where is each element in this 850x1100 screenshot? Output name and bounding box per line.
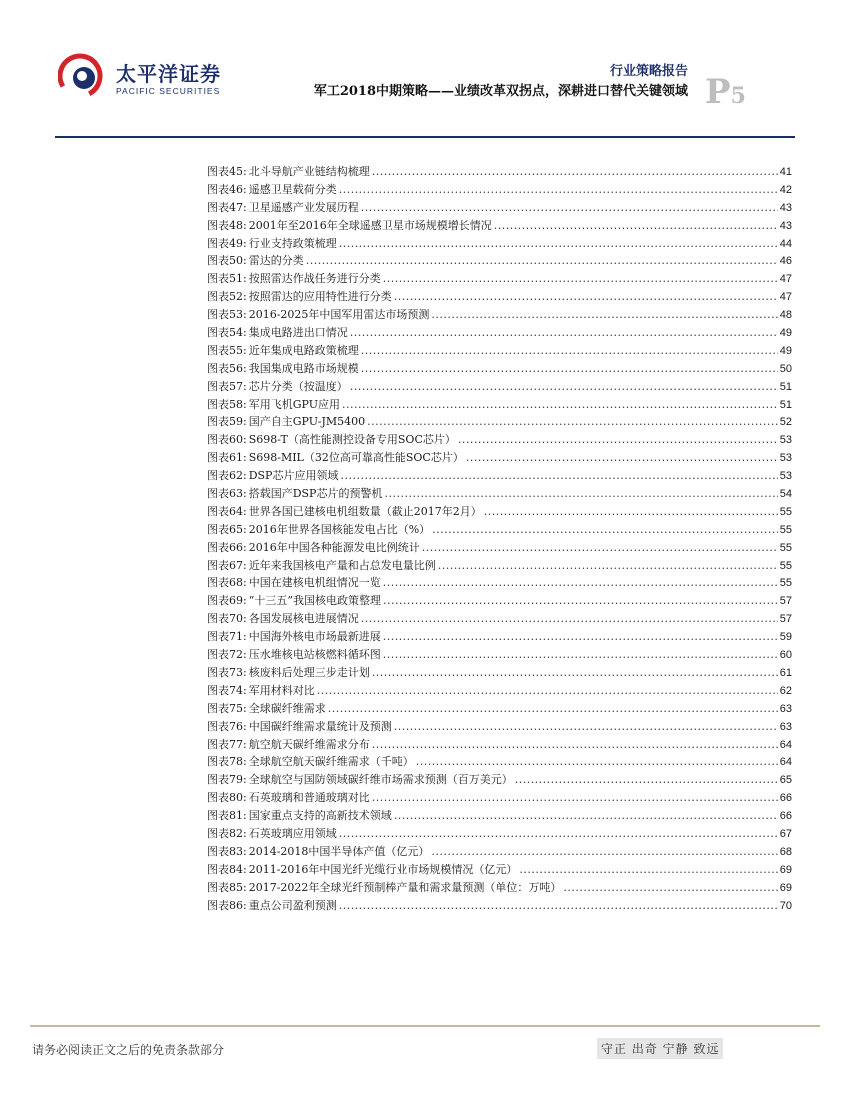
toc-dot-leader xyxy=(317,684,778,697)
toc-figure-title: 行业支持政策梳理 xyxy=(248,236,337,250)
toc-entry[interactable] xyxy=(207,771,792,789)
toc-entry[interactable] xyxy=(207,753,792,771)
toc-figure-label: 图表52: xyxy=(207,290,247,304)
toc-figure-label: 图表82: xyxy=(207,826,247,840)
toc-page-number: 49 xyxy=(779,344,792,357)
toc-figure-title: 世界各国已建核电机组数量（截止2017年2月） xyxy=(248,504,482,518)
toc-dot-leader xyxy=(394,809,778,822)
toc-page-number: 60 xyxy=(779,649,792,662)
toc-dot-leader xyxy=(361,201,778,214)
toc-entry[interactable] xyxy=(207,163,792,181)
toc-dot-leader xyxy=(350,380,778,393)
toc-figure-label: 图表63: xyxy=(207,487,247,501)
toc-dot-leader xyxy=(361,612,778,625)
toc-page-number: 64 xyxy=(779,756,792,769)
toc-figure-label: 图表72: xyxy=(207,648,247,662)
toc-dot-leader xyxy=(484,505,778,518)
toc-page-number: 62 xyxy=(779,684,792,697)
toc-figure-label: 图表69: xyxy=(207,594,247,608)
toc-figure-title: DSP芯片应用领域 xyxy=(248,469,339,483)
toc-page-number: 55 xyxy=(779,541,792,554)
toc-entry[interactable] xyxy=(207,825,792,843)
toc-figure-title: 2014-2018中国半导体产值（亿元） xyxy=(248,844,430,858)
toc-figure-label: 图表55: xyxy=(207,343,247,357)
toc-figure-title: 军用材料对比 xyxy=(248,683,315,697)
toc-dot-leader xyxy=(563,881,777,894)
toc-figure-title: 中国海外核电市场最新进展 xyxy=(248,630,381,644)
toc-figure-title: 北斗导航产业链结构梳理 xyxy=(248,165,370,178)
toc-page-number: 69 xyxy=(779,881,792,894)
toc-entry[interactable] xyxy=(207,789,792,807)
toc-page-number: 48 xyxy=(779,309,792,322)
toc-figure-label: 图表79: xyxy=(207,773,247,787)
toc-figure-title: 2011-2016年中国光纤光缆行业市场规模情况（亿元） xyxy=(248,862,518,876)
toc-dot-leader xyxy=(306,254,778,267)
page-number: 5 xyxy=(730,83,746,109)
toc-figure-title: 2017-2022年全球光纤预制棒产量和需求量预测（单位：万吨） xyxy=(248,880,562,894)
toc-figure-label: 图表60: xyxy=(207,433,247,447)
toc-dot-leader xyxy=(372,666,778,679)
toc-entry[interactable] xyxy=(207,449,792,467)
toc-entry[interactable] xyxy=(207,557,792,575)
toc-figure-title: 2016年世界各国核能发电占比（%） xyxy=(248,522,431,536)
toc-page-number: 53 xyxy=(779,434,792,447)
toc-page-number: 66 xyxy=(779,792,792,805)
toc-figure-label: 图表76: xyxy=(207,719,247,733)
toc-entry[interactable] xyxy=(207,879,792,897)
toc-figure-title: 集成电路进出口情况 xyxy=(248,326,348,340)
toc-entry[interactable] xyxy=(207,217,792,235)
toc-entry[interactable] xyxy=(207,503,792,521)
toc-figure-label: 图表85: xyxy=(207,880,247,894)
toc-page-number: 66 xyxy=(779,810,792,823)
company-logo xyxy=(58,48,228,104)
toc-page-number: 47 xyxy=(779,291,792,304)
toc-figure-label: 图表53: xyxy=(207,308,247,322)
toc-page-number: 52 xyxy=(779,416,792,429)
toc-figure-title: 搭载国产DSP芯片的预警机 xyxy=(248,487,383,501)
toc-dot-leader xyxy=(342,398,778,411)
toc-dot-leader xyxy=(361,362,778,375)
toc-dot-leader xyxy=(383,630,778,643)
toc-dot-leader xyxy=(438,559,778,572)
toc-page-number: 69 xyxy=(779,863,792,876)
toc-page-number: 47 xyxy=(779,273,792,286)
toc-entry[interactable] xyxy=(207,324,792,342)
toc-entry[interactable] xyxy=(207,252,792,270)
toc-figure-label: 图表77: xyxy=(207,737,247,751)
toc-entry[interactable] xyxy=(207,664,792,682)
toc-dot-leader xyxy=(339,237,778,250)
toc-entry[interactable] xyxy=(207,378,792,396)
toc-figure-title: 遥感卫星载荷分类 xyxy=(248,182,337,196)
toc-figure-title: 石英玻璃和普通玻璃对比 xyxy=(248,791,370,805)
toc-entry[interactable] xyxy=(207,574,792,592)
toc-figure-title: 国家重点支持的高新技术领域 xyxy=(248,809,392,823)
toc-entry[interactable] xyxy=(207,646,792,664)
toc-page-number: 61 xyxy=(779,666,792,679)
toc-figure-label: 图表51: xyxy=(207,272,247,286)
toc-dot-leader xyxy=(494,219,778,232)
toc-figure-title: “十三五”我国核电政策整理 xyxy=(248,594,381,608)
toc-figure-title: 芯片分类（按温度） xyxy=(248,379,348,393)
toc-figure-label: 图表46: xyxy=(207,182,247,196)
toc-figure-title: 2016年中国各种能源发电比例统计 xyxy=(248,540,420,554)
company-motto: 守正 出奇 宁静 致远 xyxy=(597,1038,723,1059)
toc-entry[interactable] xyxy=(207,467,792,485)
toc-dot-leader xyxy=(340,469,777,482)
toc-entry[interactable] xyxy=(207,235,792,253)
toc-dot-leader xyxy=(383,648,778,661)
toc-figure-label: 图表78: xyxy=(207,755,247,769)
toc-page-number: 67 xyxy=(779,827,792,840)
toc-entry[interactable] xyxy=(207,682,792,700)
toc-page-number: 68 xyxy=(779,845,792,858)
toc-dot-leader xyxy=(394,290,778,303)
toc-figure-label: 图表67: xyxy=(207,558,247,572)
report-type: 行业策略报告 xyxy=(609,64,688,79)
toc-entry[interactable] xyxy=(207,342,792,360)
toc-page-number: 55 xyxy=(779,577,792,590)
toc-page-number: 54 xyxy=(779,488,792,501)
toc-dot-leader xyxy=(383,272,778,285)
toc-dot-leader xyxy=(383,594,778,607)
toc-entry[interactable] xyxy=(207,736,792,754)
toc-figure-title: 全球航空航天碳纤维需求（千吨） xyxy=(248,755,414,769)
toc-page-number: 44 xyxy=(779,237,792,250)
toc-page-number: 49 xyxy=(779,327,792,340)
toc-dot-leader xyxy=(361,344,778,357)
toc-page-number: 57 xyxy=(779,595,792,608)
toc-page-number: 55 xyxy=(779,559,792,572)
toc-dot-leader xyxy=(466,451,778,464)
toc-figure-title: 核废料后处理三步走计划 xyxy=(248,665,370,679)
toc-page-number: 46 xyxy=(779,255,792,268)
toc-page-number: 50 xyxy=(779,362,792,375)
toc-figure-label: 图表65: xyxy=(207,522,247,536)
toc-figure-title: 中国在建核电机组情况一览 xyxy=(248,576,381,590)
toc-dot-leader xyxy=(372,165,778,178)
toc-figure-label: 图表68: xyxy=(207,576,247,590)
toc-page-number: 43 xyxy=(779,219,792,232)
toc-figure-label: 图表57: xyxy=(207,379,247,393)
header-divider xyxy=(55,136,795,138)
toc-figure-title: 按照雷达的应用特性进行分类 xyxy=(248,290,392,304)
toc-figure-label: 图表73: xyxy=(207,665,247,679)
toc-figure-label: 图表66: xyxy=(207,540,247,554)
toc-figure-label: 图表50: xyxy=(207,254,247,268)
toc-page-number: 65 xyxy=(779,774,792,787)
toc-figure-label: 图表80: xyxy=(207,791,247,805)
toc-figure-title: 全球航空与国防领域碳纤维市场需求预测（百万美元） xyxy=(248,773,513,787)
toc-figure-label: 图表64: xyxy=(207,504,247,518)
toc-figure-title: 压水堆核电站核燃料循环图 xyxy=(248,648,381,662)
page-number-mark xyxy=(705,72,746,112)
toc-figure-label: 图表74: xyxy=(207,683,247,697)
toc-entry[interactable] xyxy=(207,181,792,199)
toc-figure-title: 各国发展核电进展情况 xyxy=(248,612,359,626)
toc-figure-title: 2016-2025年中国军用雷达市场预测 xyxy=(248,308,430,322)
report-title: 军工2018中期策略——业绩改革双拐点，深耕进口替代关键领域 xyxy=(313,84,688,99)
toc-entry[interactable] xyxy=(207,199,792,217)
toc-figure-title: 2001年至2016年全球遥感卫星市场规模增长情况 xyxy=(248,218,492,232)
toc-entry[interactable] xyxy=(207,431,792,449)
toc-page-number: 55 xyxy=(779,505,792,518)
toc-figure-label: 图表70: xyxy=(207,612,247,626)
toc-figure-title: 我国集成电路市场规模 xyxy=(248,361,359,375)
toc-entry[interactable] xyxy=(207,897,792,915)
toc-page-number: 43 xyxy=(779,201,792,214)
toc-dot-leader xyxy=(422,541,778,554)
page-letter: P xyxy=(705,72,731,112)
toc-entry[interactable] xyxy=(207,360,792,378)
toc-figure-label: 图表48: xyxy=(207,218,247,232)
logo-mark-icon xyxy=(58,48,114,104)
toc-dot-leader xyxy=(394,720,778,733)
toc-page-number: 63 xyxy=(779,702,792,715)
toc-figure-title: 重点公司盈利预测 xyxy=(248,898,337,912)
toc-figure-label: 图表47: xyxy=(207,200,247,214)
toc-entry[interactable] xyxy=(207,628,792,646)
toc-entry[interactable] xyxy=(207,610,792,628)
toc-dot-leader xyxy=(372,791,778,804)
toc-page-number: 63 xyxy=(779,720,792,733)
toc-dot-leader xyxy=(431,308,777,321)
toc-figure-label: 图表61: xyxy=(207,451,247,465)
toc-entry[interactable] xyxy=(207,396,792,414)
toc-figure-title: 近年来我国核电产量和占总发电量比例 xyxy=(248,558,436,572)
toc-page-number: 42 xyxy=(779,183,792,196)
toc-entry[interactable] xyxy=(207,861,792,879)
toc-figure-title: S698-T（高性能测控设备专用SOC芯片） xyxy=(248,433,456,447)
toc-page-number: 57 xyxy=(779,613,792,626)
toc-figure-label: 图表75: xyxy=(207,701,247,715)
toc-dot-leader xyxy=(339,183,778,196)
brand-name-cn: 太平洋证券 xyxy=(116,62,221,86)
toc-entry[interactable] xyxy=(207,700,792,718)
toc-figure-label: 图表84: xyxy=(207,862,247,876)
toc-dot-leader xyxy=(384,487,777,500)
toc-figure-title: 全球碳纤维需求 xyxy=(248,701,326,715)
toc-dot-leader xyxy=(519,863,777,876)
toc-entry[interactable] xyxy=(207,306,792,324)
footer-divider xyxy=(30,1025,820,1027)
toc-dot-leader xyxy=(339,827,778,840)
toc-dot-leader xyxy=(383,576,778,589)
brand-name-en: PACIFIC SECURITIES xyxy=(116,86,221,96)
toc-entry[interactable] xyxy=(207,807,792,825)
toc-entry[interactable] xyxy=(207,718,792,736)
toc-entry[interactable] xyxy=(207,843,792,861)
toc-page-number: 64 xyxy=(779,738,792,751)
toc-page-number: 41 xyxy=(779,166,792,178)
toc-figure-label: 图表71: xyxy=(207,630,247,644)
toc-dot-leader xyxy=(339,899,778,912)
toc-figure-label: 图表86: xyxy=(207,898,247,912)
toc-page-number: 53 xyxy=(779,452,792,465)
toc-figure-title: 国产自主GPU-JM5400 xyxy=(248,415,366,429)
toc-entry[interactable] xyxy=(207,521,792,539)
toc-figure-title: 军用飞机GPU应用 xyxy=(248,397,340,411)
toc-entry[interactable] xyxy=(207,592,792,610)
toc-figure-title: S698-MIL（32位高可靠高性能SOC芯片） xyxy=(248,451,464,465)
toc-entry[interactable] xyxy=(207,539,792,557)
toc-page-number: 55 xyxy=(779,523,792,536)
toc-dot-leader xyxy=(432,523,778,536)
toc-figure-label: 图表62: xyxy=(207,469,247,483)
toc-entry[interactable] xyxy=(207,270,792,288)
toc-figure-title: 近年集成电路政策梳理 xyxy=(248,343,359,357)
figure-list xyxy=(207,163,792,914)
toc-figure-title: 中国碳纤维需求量统计及预测 xyxy=(248,719,392,733)
toc-dot-leader xyxy=(416,755,778,768)
toc-figure-title: 石英玻璃应用领域 xyxy=(248,826,337,840)
toc-figure-title: 卫星遥感产业发展历程 xyxy=(248,200,359,214)
toc-page-number: 70 xyxy=(779,899,792,912)
toc-dot-leader xyxy=(367,415,778,428)
toc-dot-leader xyxy=(350,326,778,339)
toc-figure-label: 图表83: xyxy=(207,844,247,858)
toc-figure-label: 图表56: xyxy=(207,361,247,375)
toc-figure-label: 图表81: xyxy=(207,809,247,823)
toc-entry[interactable] xyxy=(207,288,792,306)
toc-figure-label: 图表45: xyxy=(207,165,247,178)
toc-figure-label: 图表58: xyxy=(207,397,247,411)
toc-dot-leader xyxy=(515,773,778,786)
toc-dot-leader xyxy=(372,738,778,751)
toc-figure-label: 图表54: xyxy=(207,326,247,340)
toc-figure-title: 雷达的分类 xyxy=(248,254,304,268)
toc-figure-label: 图表59: xyxy=(207,415,247,429)
toc-page-number: 59 xyxy=(779,631,792,644)
toc-entry[interactable] xyxy=(207,413,792,431)
toc-page-number: 51 xyxy=(779,398,792,411)
toc-dot-leader xyxy=(431,845,777,858)
toc-figure-title: 按照雷达作战任务进行分类 xyxy=(248,272,381,286)
toc-entry[interactable] xyxy=(207,485,792,503)
toc-page-number: 53 xyxy=(779,470,792,483)
toc-figure-label: 图表49: xyxy=(207,236,247,250)
toc-page-number: 51 xyxy=(779,380,792,393)
toc-dot-leader xyxy=(328,702,778,715)
toc-figure-title: 航空航天碳纤维需求分布 xyxy=(248,737,370,751)
disclaimer-note: 请务必阅读正文之后的免责条款部分 xyxy=(32,1043,225,1057)
toc-dot-leader xyxy=(458,433,778,446)
